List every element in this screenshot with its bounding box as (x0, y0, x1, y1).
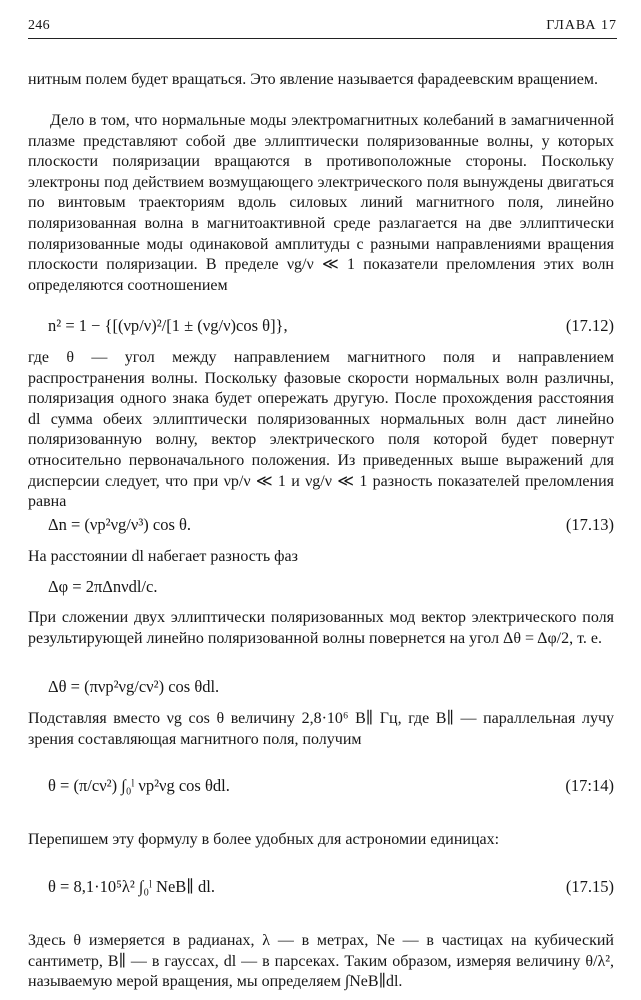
paragraph-mode-summation: При сложении двух эллиптически поляризованных мод вектор электрического поля результирующей линейно поляризованной волны повернется на угол Δθ = Δφ/2, т. е. (28, 609, 614, 647)
paragraph-substitution: Подставляя вместо νg cos θ величину 2,8·10⁶ B∥ Гц, где B∥ — параллельная лучу зрения составляющая магнитного поля, получим (28, 710, 614, 748)
paragraph-normal-modes: Дело в том, что нормальные моды электромагнитных колебаний в замагниченной плазме представляют собой две эллиптически поляризованные волны, у которых плоскости поляризации вращаются в противоположные стороны. Поскольку электроны под действием возмущающего электрического поля вынуждены двигаться по винтовым траекториям вдоль силовых линий магнитного поля, линейно поляризованная волна в магнитоактивной среде разлагается на две эллиптически поляризованные моды одинаковой амплитуды с разными направлениями вращения плоскости поляризации. В пределе νg/ν ≪ 1 показатели преломления этих волн определяются соотношением (28, 112, 614, 294)
equation-17-14-formula: θ = (π/cν²) ∫₀ˡ νp²νg cos θdl. (48, 776, 230, 795)
equation-17-12 (48, 316, 614, 340)
chapter-title: ГЛАВА 17 (546, 18, 617, 33)
paragraph-phase-difference: На расстоянии dl набегает разность фаз (28, 548, 298, 565)
equation-17-15-formula: θ = 8,1·10⁵λ² ∫₀ˡ NeB∥ dl. (48, 877, 215, 896)
header-rule (28, 38, 617, 39)
equation-17-14-number: (17:14) (565, 776, 614, 795)
page-number: 246 (28, 18, 50, 33)
paragraph-astronomy-units: Перепишем эту формулу в более удобных для астрономии единицах: (28, 831, 500, 848)
equation-17-14 (48, 776, 614, 800)
equation-rotation-angle-formula: Δθ = (πνp²νg/cν²) cos θdl. (48, 677, 220, 696)
paragraph-units-explanation: Здесь θ измеряется в радианах, λ — в метрах, Ne — в частицах на кубический сантиметр, B∥ — в гауссах, dl — в парсеках. Таким образом, измеряя величину θ/λ², называемую мерой вращения, мы определяем ∫NeB∥dl. (28, 932, 614, 991)
equation-17-15 (48, 877, 614, 901)
equation-17-13-formula: Δn = (νp²νg/ν³) cos θ. (48, 515, 192, 534)
equation-17-12-formula: n² = 1 − {[(νp/ν)²/[1 ± (νg/ν)cos θ]}, (48, 316, 288, 335)
equation-17-12-number: (17.12) (565, 316, 614, 335)
equation-17-13 (48, 515, 614, 539)
equation-rotation-angle (48, 677, 614, 701)
paragraph-angle-definition: где θ — угол между направлением магнитного поля и направлением распространения волны. Поскольку фазовые скорости нормальных волн различны, поляризация одного знака будет опережать другую. После прохождения расстояния dl сумма обеих эллиптически поляризованных нормальных волн даст линейно поляризованную волну, вектор электрического поля которой будет повернут относительно первоначального положения. Из приведенных выше выражений для дисперсии следует, что при νp/ν ≪ 1 и νg/ν ≪ 1 разность показателей преломления равна (28, 349, 614, 511)
equation-phase-formula: Δφ = 2πΔnνdl/c. (48, 577, 158, 596)
paragraph-faraday-intro: нитным полем будет вращаться. Это явление называется фарадеевским вращением. (28, 71, 598, 88)
equation-phase (48, 577, 614, 601)
equation-17-15-number: (17.15) (565, 877, 614, 896)
equation-17-13-number: (17.13) (565, 515, 614, 534)
